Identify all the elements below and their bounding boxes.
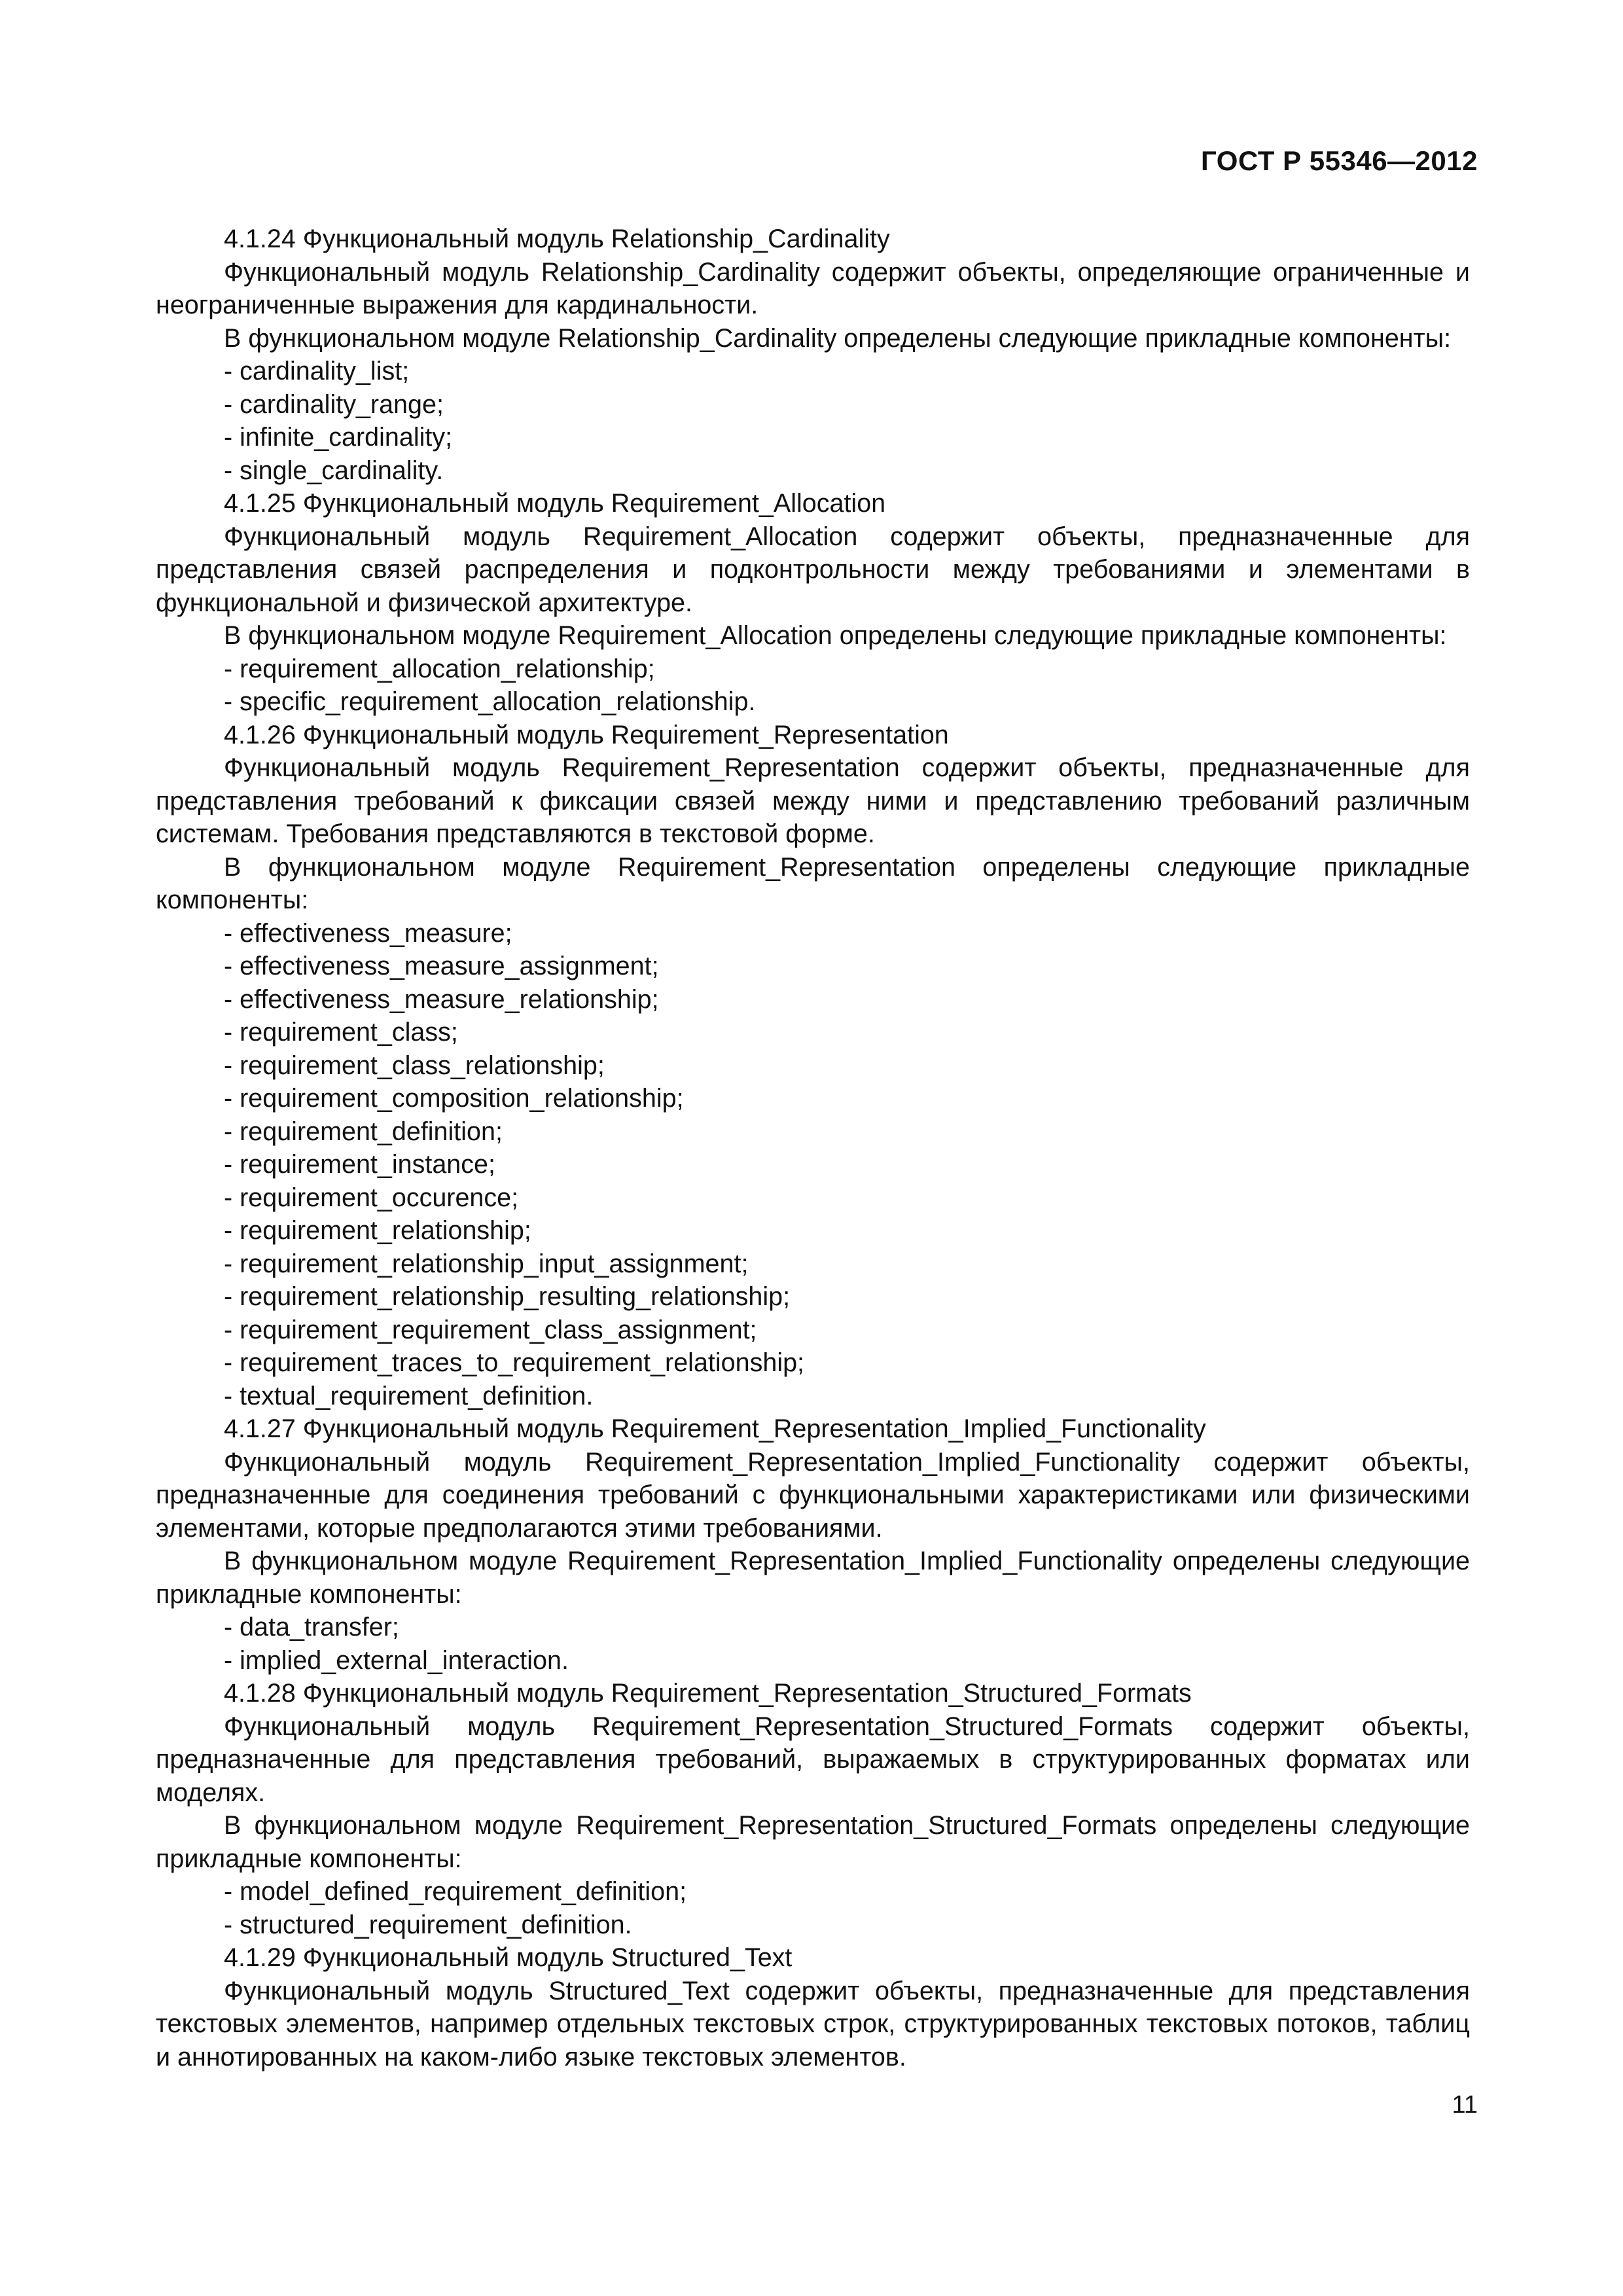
list-item: - implied_external_interaction. [224,1645,569,1675]
list-item: - specific_requirement_allocation_relationship. [224,687,756,716]
list-item: - requirement_occurence; [224,1183,519,1212]
paragraph: Функциональный модуль Requirement_Representation_Implied_Functionality содержит объекты, предназначенные для соединения требований с функциональными характеристиками или физическими элементами, которые предполагаются этими требованиями. [156,1447,1470,1543]
paragraph: Функциональный модуль Requirement_Allocation содержит объекты, предназначенные для представления связей распределения и подконтрольности между требованиями и элементами в функциональной и физической архитектуре. [156,522,1470,617]
paragraph: В функциональном модуле Requirement_Representation_Implied_Functionality определены следующие прикладные компоненты: [156,1547,1470,1609]
list-item: - requirement_allocation_relationship; [224,654,655,683]
list-item: - effectiveness_measure; [224,918,512,948]
section-heading: 4.1.25 Функциональный модуль Requirement_Allocation [224,489,886,518]
list-item: - requirement_relationship_input_assignment; [224,1249,749,1278]
paragraph: Функциональный модуль Requirement_Representation_Structured_Formats содержит объекты, предназначенные для представления требований, выражаемых в структурированных форматах или моделях. [156,1712,1470,1807]
list-item: - requirement_instance; [224,1150,495,1179]
list-item: - textual_requirement_definition. [224,1381,594,1410]
section-heading: 4.1.27 Функциональный модуль Requirement_Representation_Implied_Functionality [224,1414,1206,1443]
paragraph: В функциональном модуле Relationship_Cardinality определены следующие прикладные компоненты: [224,323,1452,353]
paragraph: Функциональный модуль Relationship_Cardinality содержит объекты, определяющие ограниченные и неограниченные выражения для кардинальности. [156,257,1470,319]
list-item: - requirement_class_relationship; [224,1050,605,1080]
list-item: - requirement_definition; [224,1117,503,1146]
document-header: ГОСТ Р 55346—2012 [1201,145,1478,176]
list-item: - structured_requirement_definition. [224,1910,632,1939]
paragraph: Функциональный модуль Requirement_Representation содержит объекты, предназначенные для представления требований к фиксации связей между ними и представлению требований различным системам. Требования представляются в текстовой форме. [156,753,1470,848]
section-heading: 4.1.24 Функциональный модуль Relationship_Cardinality [224,224,890,253]
list-item: - requirement_relationship; [224,1216,531,1245]
list-item: - requirement_traces_to_requirement_relationship; [224,1348,805,1377]
list-item: - requirement_class; [224,1018,458,1047]
list-item: - requirement_requirement_class_assignment; [224,1315,757,1344]
paragraph: Функциональный модуль Structured_Text содержит объекты, предназначенные для представления текстовых элементов, например отдельных текстовых строк, структурированных текстовых потоков, таблиц и аннотированных на каком-либо языке текстовых элементов. [156,1976,1470,2072]
list-item: - infinite_cardinality; [224,423,453,452]
list-item: - single_cardinality. [224,456,444,485]
page-number: 11 [1452,2091,1478,2119]
list-item: - data_transfer; [224,1613,399,1641]
list-item: - requirement_relationship_resulting_relationship; [224,1282,791,1311]
section-heading: 4.1.28 Функциональный модуль Requirement_Representation_Structured_Formats [224,1679,1192,1708]
paragraph: В функциональном модуле Requirement_Representation_Structured_Formats определены следующие прикладные компоненты: [156,1811,1470,1873]
list-item: - model_defined_requirement_definition; [224,1877,687,1906]
paragraph: В функциональном модуле Requirement_Allocation определены следующие прикладные компоненты: [224,621,1447,650]
list-item: - cardinality_list; [224,357,410,386]
section-heading: 4.1.26 Функциональный модуль Requirement_Representation [224,720,949,749]
list-item: - cardinality_range; [224,389,444,419]
list-item: - effectiveness_measure_assignment; [224,952,659,980]
section-heading: 4.1.29 Функциональный модуль Structured_Text [224,1943,793,1972]
list-item: - effectiveness_measure_relationship; [224,984,659,1014]
document-body [156,223,1470,2073]
paragraph: В функциональном модуле Requirement_Representation определены следующие прикладные компоненты: [156,852,1470,914]
list-item: - requirement_composition_relationship; [224,1084,684,1113]
